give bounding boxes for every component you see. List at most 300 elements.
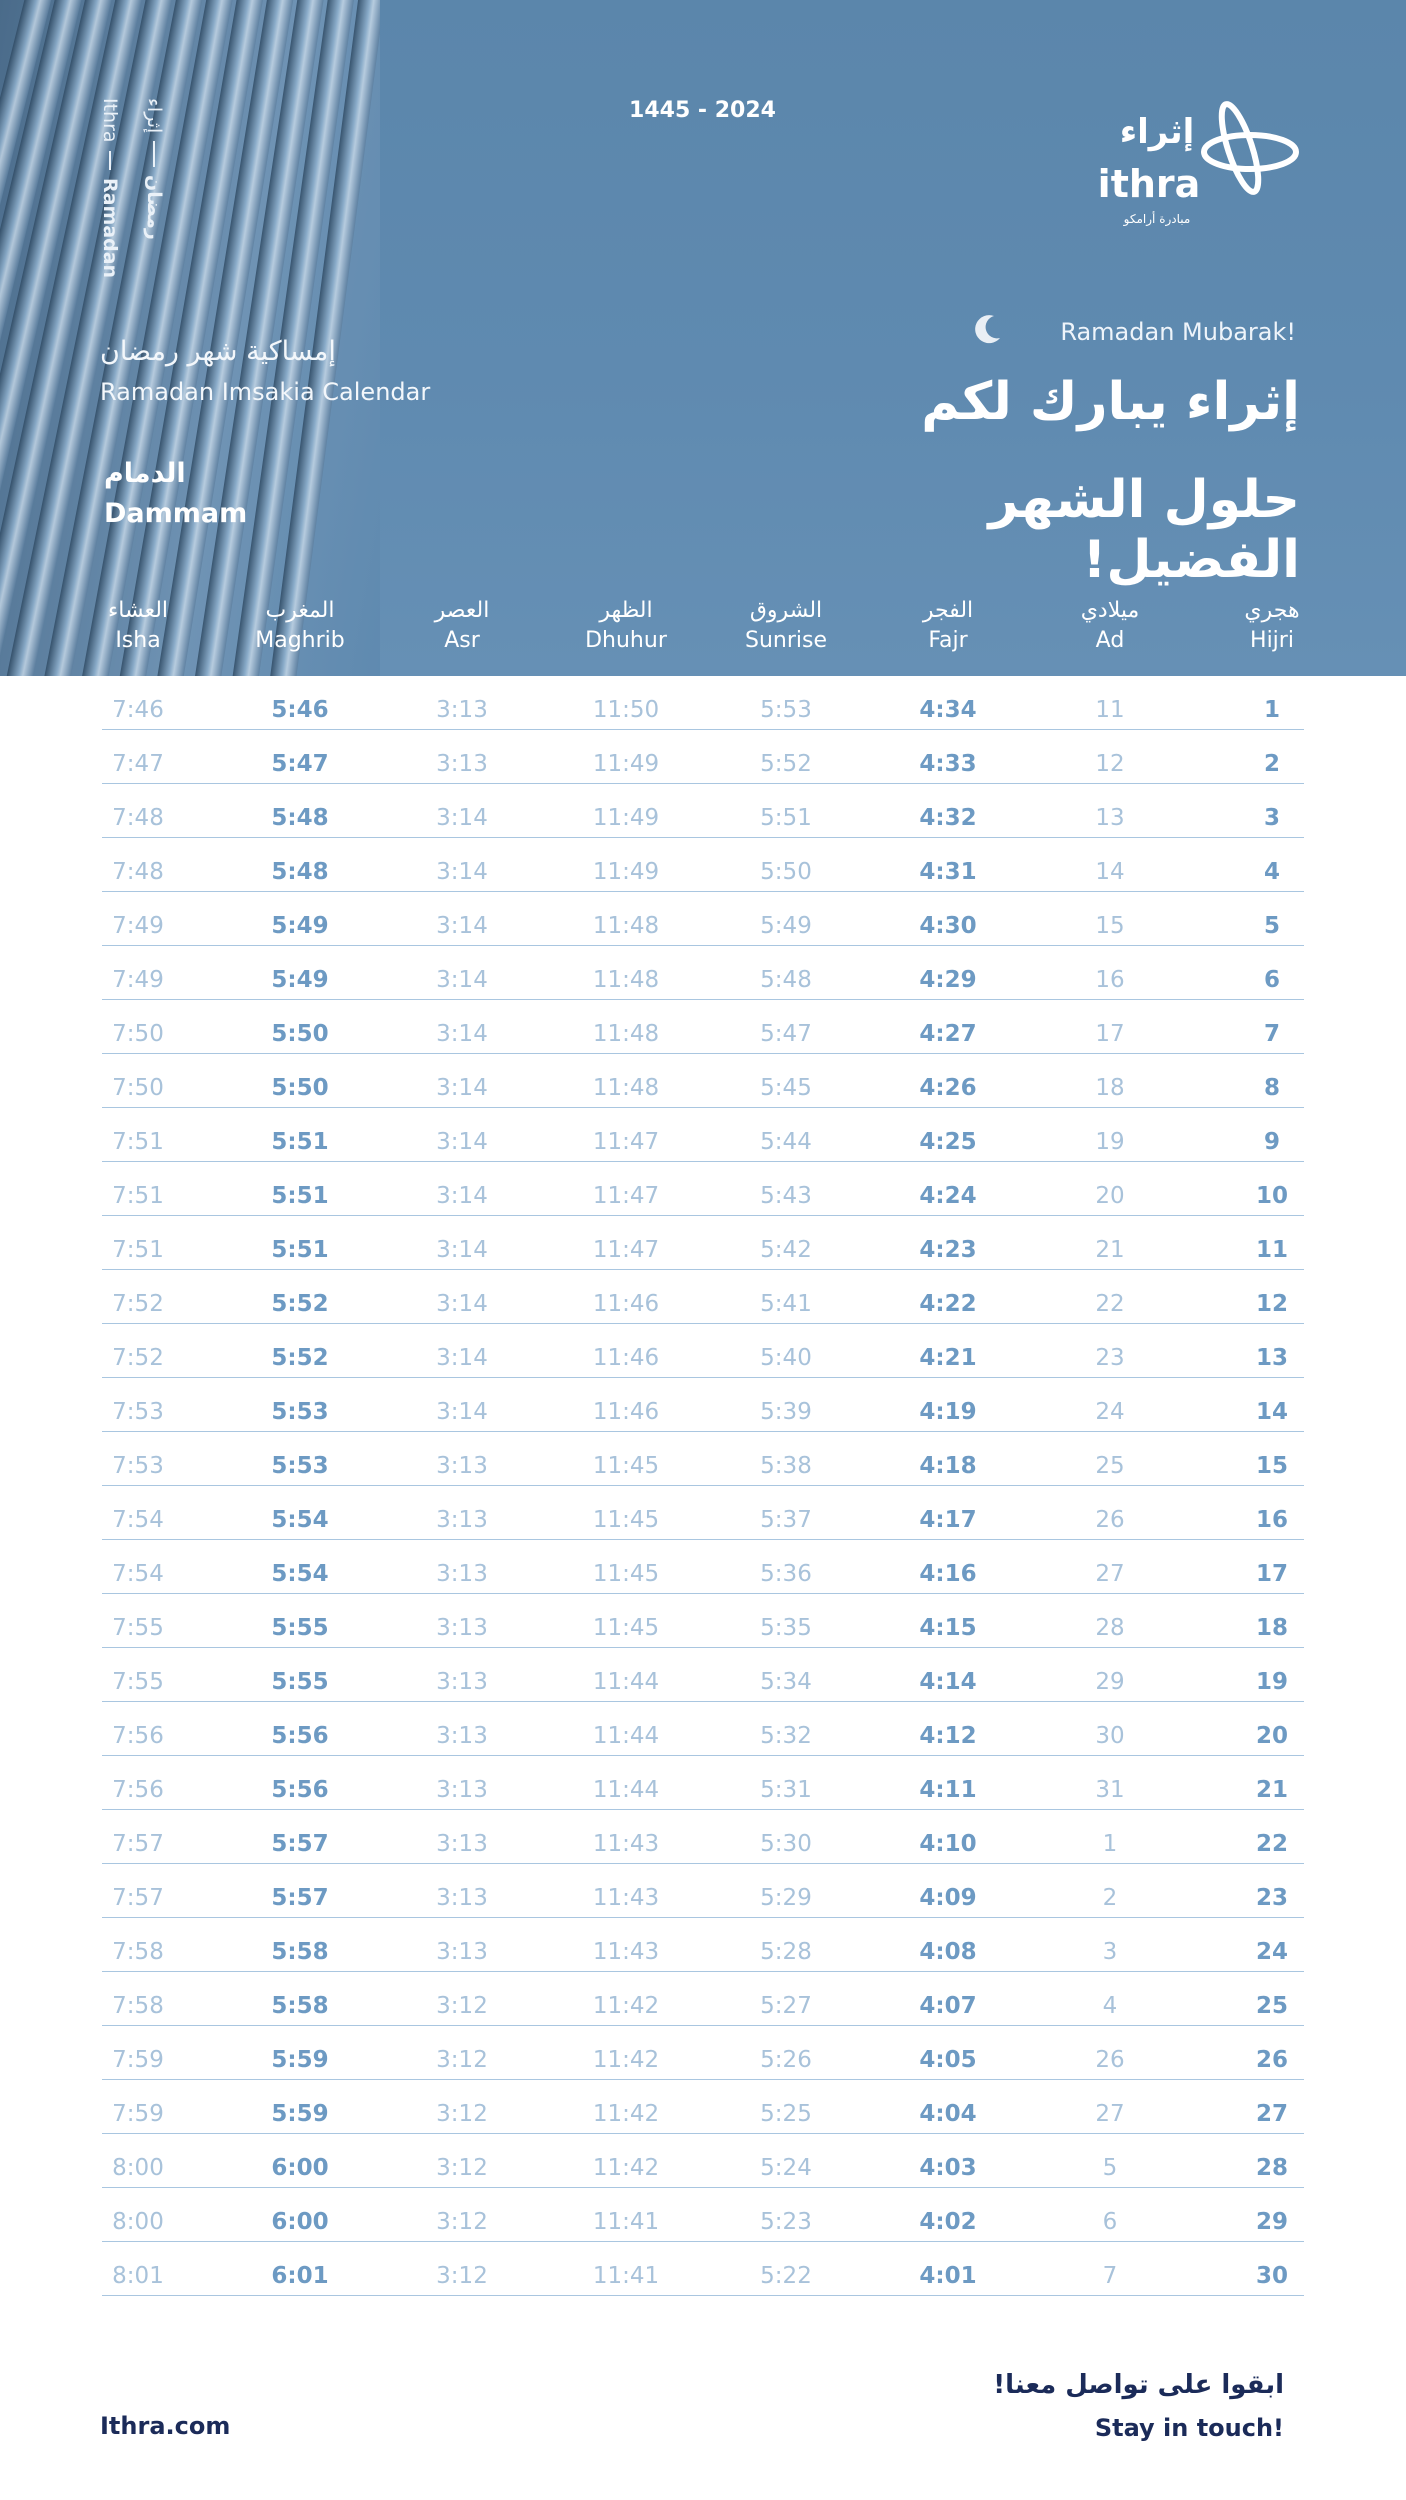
cell-ad: 31: [1095, 1777, 1125, 1803]
cell-dhuhur: 11:41: [592, 2209, 660, 2235]
cell-fajr: 4:01: [919, 2263, 977, 2289]
cell-sunrise: 5:25: [760, 2101, 812, 2127]
cell-maghrib: 5:53: [271, 1453, 329, 1479]
cell-fajr: 4:16: [919, 1561, 977, 1587]
cell-fajr: 4:12: [919, 1723, 977, 1749]
cell-dhuhur: 11:42: [592, 1993, 660, 2019]
cell-isha: 7:47: [112, 751, 164, 777]
cell-dhuhur: 11:43: [592, 1939, 660, 1965]
cell-hijri: 8: [1263, 1075, 1280, 1101]
cell-dhuhur: 11:43: [592, 1831, 660, 1857]
cell-dhuhur: 11:49: [592, 859, 660, 885]
cell-dhuhur: 11:45: [592, 1453, 660, 1479]
cell-fajr: 4:30: [919, 913, 977, 939]
column-header-arabic: الظهر: [599, 598, 653, 623]
cell-hijri: 6: [1263, 967, 1280, 993]
table-row: [102, 1540, 1304, 1594]
greeting-line-1: إثراء يبارك لكم: [921, 372, 1300, 432]
cell-hijri: 24: [1255, 1939, 1288, 1965]
cell-dhuhur: 11:43: [592, 1885, 660, 1911]
cell-maghrib: 5:55: [271, 1615, 329, 1641]
cell-isha: 7:57: [112, 1885, 164, 1911]
cell-ad: 15: [1095, 913, 1125, 939]
cell-fajr: 4:32: [919, 805, 977, 831]
table-row: [102, 1972, 1304, 2026]
cell-maghrib: 5:53: [271, 1399, 329, 1425]
cell-dhuhur: 11:44: [592, 1669, 660, 1695]
cell-sunrise: 5:41: [760, 1291, 812, 1317]
table-row: [102, 1270, 1304, 1324]
cell-ad: 17: [1095, 1021, 1125, 1047]
column-header-english: Isha: [115, 628, 161, 653]
cell-fajr: 4:25: [919, 1129, 977, 1155]
cell-hijri: 9: [1263, 1129, 1280, 1155]
cell-isha: 7:57: [112, 1831, 164, 1857]
column-header-arabic: المغرب: [265, 598, 335, 623]
cell-ad: 7: [1102, 2263, 1118, 2289]
cell-asr: 3:14: [436, 1399, 488, 1425]
cell-ad: 3: [1102, 1939, 1118, 1965]
cell-isha: 7:51: [112, 1183, 164, 1209]
stay-in-touch-arabic: ابقوا على تواصل معنا!: [993, 2370, 1284, 2400]
ithra-logo[interactable]: [1060, 92, 1310, 242]
cell-sunrise: 5:34: [760, 1669, 812, 1695]
cell-maghrib: 6:01: [271, 2263, 329, 2289]
cell-asr: 3:13: [436, 1885, 488, 1911]
column-header-fajr: [858, 596, 1038, 656]
cell-asr: 3:14: [436, 1075, 488, 1101]
vertical-brand-ar-1: إثراء: [143, 98, 165, 134]
cell-asr: 3:14: [436, 805, 488, 831]
cell-hijri: 3: [1263, 805, 1280, 831]
cell-hijri: 15: [1255, 1453, 1288, 1479]
table-row: [102, 2080, 1304, 2134]
cell-sunrise: 5:23: [760, 2209, 812, 2235]
table-row: [102, 1702, 1304, 1756]
cell-sunrise: 5:28: [760, 1939, 812, 1965]
cell-hijri: 12: [1255, 1291, 1288, 1317]
cell-isha: 7:54: [112, 1507, 164, 1533]
year-range: 1445 - 2024: [629, 98, 776, 123]
cell-sunrise: 5:30: [760, 1831, 812, 1857]
logo-subtitle: مبادرة أرامكو: [1123, 212, 1191, 226]
cell-maghrib: 5:52: [271, 1345, 329, 1371]
column-header-arabic: الفجر: [922, 598, 974, 623]
cell-fajr: 4:02: [919, 2209, 977, 2235]
cell-dhuhur: 11:49: [592, 751, 660, 777]
cell-asr: 3:14: [436, 1021, 488, 1047]
cell-dhuhur: 11:48: [592, 1021, 660, 1047]
vertical-brand-mark: [92, 98, 176, 278]
cell-asr: 3:14: [436, 1237, 488, 1263]
cell-fajr: 4:19: [919, 1399, 977, 1425]
cell-sunrise: 5:31: [760, 1777, 812, 1803]
header-banner: [0, 0, 1406, 676]
divider: [109, 151, 111, 170]
cell-isha: 7:54: [112, 1561, 164, 1587]
cell-sunrise: 5:48: [760, 967, 812, 993]
cell-dhuhur: 11:47: [592, 1129, 660, 1155]
column-header-ad: [1020, 596, 1200, 656]
cell-isha: 7:51: [112, 1237, 164, 1263]
table-row: [102, 1000, 1304, 1054]
cell-ad: 19: [1095, 1129, 1125, 1155]
cell-isha: 7:56: [112, 1777, 164, 1803]
cell-fajr: 4:29: [919, 967, 977, 993]
cell-sunrise: 5:49: [760, 913, 812, 939]
table-row: [102, 2188, 1304, 2242]
column-header-arabic: العصر: [434, 598, 490, 623]
cell-isha: 7:51: [112, 1129, 164, 1155]
cell-fajr: 4:07: [919, 1993, 977, 2019]
table-row: [102, 1216, 1304, 1270]
column-header-isha: [48, 596, 228, 656]
cell-ad: 24: [1095, 1399, 1125, 1425]
cell-isha: 7:49: [112, 913, 164, 939]
column-header-sunrise: [696, 596, 876, 656]
cell-maghrib: 5:51: [271, 1183, 329, 1209]
cell-sunrise: 5:37: [760, 1507, 812, 1533]
cell-ad: 18: [1095, 1075, 1125, 1101]
cell-sunrise: 5:51: [760, 805, 812, 831]
cell-asr: 3:12: [436, 2101, 488, 2127]
cell-hijri: 13: [1255, 1345, 1288, 1371]
cell-fajr: 4:17: [919, 1507, 977, 1533]
cell-ad: 13: [1095, 805, 1125, 831]
table-row: [102, 730, 1304, 784]
table-row: [102, 784, 1304, 838]
table-row: [102, 1432, 1304, 1486]
cell-fajr: 4:05: [919, 2047, 977, 2073]
vertical-brand-arabic: [140, 98, 168, 278]
cell-isha: 7:49: [112, 967, 164, 993]
cell-isha: 7:53: [112, 1399, 164, 1425]
cell-ad: 11: [1095, 697, 1125, 723]
cell-isha: 7:53: [112, 1453, 164, 1479]
cell-fajr: 4:09: [919, 1885, 977, 1911]
logo-english: ithra: [1097, 162, 1201, 206]
cell-dhuhur: 11:42: [592, 2047, 660, 2073]
column-header-arabic: ميلادي: [1080, 598, 1140, 623]
cell-ad: 22: [1095, 1291, 1125, 1317]
cell-isha: 7:59: [112, 2047, 164, 2073]
cell-fajr: 4:34: [919, 697, 977, 723]
cell-isha: 7:48: [112, 805, 164, 831]
cell-hijri: 27: [1255, 2101, 1288, 2127]
cell-hijri: 23: [1255, 1885, 1288, 1911]
cell-isha: 7:58: [112, 1993, 164, 2019]
cell-maghrib: 5:49: [271, 913, 329, 939]
cell-sunrise: 5:32: [760, 1723, 812, 1749]
cell-maghrib: 5:54: [271, 1561, 329, 1587]
cell-fajr: 4:03: [919, 2155, 977, 2181]
column-header-asr: [372, 596, 552, 656]
table-row: [102, 1756, 1304, 1810]
cell-asr: 3:12: [436, 2263, 488, 2289]
logo-arabic: إثراء: [1119, 112, 1195, 152]
cell-isha: 7:50: [112, 1075, 164, 1101]
cell-isha: 7:58: [112, 1939, 164, 1965]
cell-dhuhur: 11:41: [592, 2263, 660, 2289]
column-header-arabic: العشاء: [107, 598, 169, 623]
table-row: [102, 892, 1304, 946]
cell-asr: 3:14: [436, 1291, 488, 1317]
table-row: [102, 2134, 1304, 2188]
stay-in-touch-english: Stay in touch!: [1094, 2414, 1284, 2442]
cell-hijri: 7: [1263, 1021, 1280, 1047]
table-row: [102, 1162, 1304, 1216]
cell-dhuhur: 11:42: [592, 2155, 660, 2181]
cell-ad: 20: [1095, 1183, 1125, 1209]
cell-hijri: 28: [1255, 2155, 1288, 2181]
cell-hijri: 10: [1255, 1183, 1288, 1209]
cell-maghrib: 5:59: [271, 2047, 329, 2073]
table-row: [102, 1918, 1304, 1972]
cell-fajr: 4:15: [919, 1615, 977, 1641]
cell-isha: 8:01: [112, 2263, 164, 2289]
vertical-brand-en-1: Ithra: [99, 98, 121, 143]
cell-sunrise: 5:44: [760, 1129, 812, 1155]
cell-ad: 29: [1095, 1669, 1125, 1695]
cell-asr: 3:14: [436, 1183, 488, 1209]
table-row: [102, 838, 1304, 892]
cell-ad: 25: [1095, 1453, 1125, 1479]
table-row: [102, 1864, 1304, 1918]
cell-dhuhur: 11:46: [592, 1399, 660, 1425]
cell-asr: 3:14: [436, 967, 488, 993]
crescent-moon-icon: [968, 312, 1004, 348]
cell-maghrib: 5:57: [271, 1831, 329, 1857]
cell-asr: 3:13: [436, 1939, 488, 1965]
cell-dhuhur: 11:47: [592, 1183, 660, 1209]
cell-ad: 16: [1095, 967, 1125, 993]
cell-fajr: 4:27: [919, 1021, 977, 1047]
column-header-english: Ad: [1095, 628, 1125, 653]
table-row: [102, 1648, 1304, 1702]
cell-dhuhur: 11:44: [592, 1777, 660, 1803]
cell-fajr: 4:24: [919, 1183, 977, 1209]
cell-maghrib: 6:00: [271, 2155, 329, 2181]
cell-maghrib: 5:51: [271, 1237, 329, 1263]
cell-fajr: 4:08: [919, 1939, 977, 1965]
cell-hijri: 21: [1255, 1777, 1288, 1803]
cell-asr: 3:14: [436, 913, 488, 939]
cell-ad: 12: [1095, 751, 1125, 777]
cell-sunrise: 5:35: [760, 1615, 812, 1641]
cell-hijri: 16: [1255, 1507, 1288, 1533]
cell-sunrise: 5:43: [760, 1183, 812, 1209]
city-arabic: الدمام: [104, 458, 186, 489]
cell-asr: 3:13: [436, 1615, 488, 1641]
greeting-line-2: حلول الشهر الفضيل!: [988, 470, 1300, 590]
cell-sunrise: 5:52: [760, 751, 812, 777]
cell-dhuhur: 11:47: [592, 1237, 660, 1263]
cell-isha: 7:52: [112, 1291, 164, 1317]
column-header-english: Sunrise: [744, 628, 827, 653]
cell-ad: 27: [1095, 2101, 1125, 2127]
cell-hijri: 14: [1255, 1399, 1288, 1425]
cell-hijri: 4: [1263, 859, 1280, 885]
prayer-times-table: [102, 676, 1304, 2296]
city-english: Dammam: [104, 498, 248, 529]
cell-sunrise: 5:40: [760, 1345, 812, 1371]
cell-dhuhur: 11:50: [592, 697, 660, 723]
cell-sunrise: 5:42: [760, 1237, 812, 1263]
cell-asr: 3:13: [436, 1669, 488, 1695]
cell-maghrib: 5:47: [271, 751, 329, 777]
cell-maghrib: 5:50: [271, 1021, 329, 1047]
cell-sunrise: 5:26: [760, 2047, 812, 2073]
cell-fajr: 4:11: [919, 1777, 977, 1803]
cell-sunrise: 5:39: [760, 1399, 812, 1425]
cell-isha: 8:00: [112, 2155, 164, 2181]
column-header-english: Fajr: [928, 628, 968, 653]
cell-ad: 28: [1095, 1615, 1125, 1641]
column-header-hijri: [1182, 596, 1362, 656]
cell-fajr: 4:18: [919, 1453, 977, 1479]
cell-hijri: 17: [1255, 1561, 1288, 1587]
cell-isha: 7:48: [112, 859, 164, 885]
cell-maghrib: 5:58: [271, 1939, 329, 1965]
cell-asr: 3:13: [436, 697, 488, 723]
cell-maghrib: 5:50: [271, 1075, 329, 1101]
cell-fajr: 4:14: [919, 1669, 977, 1695]
cell-asr: 3:13: [436, 751, 488, 777]
cell-ad: 4: [1102, 1993, 1118, 2019]
column-header-arabic: هجري: [1244, 598, 1300, 623]
cell-ad: 2: [1102, 1885, 1118, 1911]
cell-maghrib: 5:55: [271, 1669, 329, 1695]
cell-maghrib: 5:59: [271, 2101, 329, 2127]
column-header-english: Hijri: [1250, 628, 1294, 653]
cell-maghrib: 5:58: [271, 1993, 329, 2019]
cell-hijri: 11: [1255, 1237, 1288, 1263]
cell-ad: 30: [1095, 1723, 1125, 1749]
cell-dhuhur: 11:44: [592, 1723, 660, 1749]
website-link[interactable]: Ithra.com: [100, 2412, 231, 2440]
cell-maghrib: 5:52: [271, 1291, 329, 1317]
divider: [153, 141, 155, 167]
cell-dhuhur: 11:48: [592, 967, 660, 993]
ithra-symbol-icon: [1200, 92, 1300, 212]
cell-isha: 7:55: [112, 1615, 164, 1641]
cell-maghrib: 5:57: [271, 1885, 329, 1911]
cell-asr: 3:12: [436, 1993, 488, 2019]
cell-sunrise: 5:47: [760, 1021, 812, 1047]
cell-fajr: 4:04: [919, 2101, 977, 2127]
cell-hijri: 25: [1255, 1993, 1288, 2019]
cell-maghrib: 5:56: [271, 1777, 329, 1803]
cell-fajr: 4:22: [919, 1291, 977, 1317]
cell-hijri: 20: [1255, 1723, 1288, 1749]
cell-dhuhur: 11:48: [592, 1075, 660, 1101]
cell-ad: 5: [1102, 2155, 1118, 2181]
table-row: [102, 946, 1304, 1000]
cell-dhuhur: 11:45: [592, 1507, 660, 1533]
vertical-brand-english: [96, 98, 124, 278]
cell-isha: 7:56: [112, 1723, 164, 1749]
cell-sunrise: 5:50: [760, 859, 812, 885]
cell-fajr: 4:10: [919, 1831, 977, 1857]
cell-hijri: 19: [1255, 1669, 1288, 1695]
cell-isha: 7:55: [112, 1669, 164, 1695]
cell-maghrib: 5:56: [271, 1723, 329, 1749]
cell-asr: 3:14: [436, 1129, 488, 1155]
cell-sunrise: 5:36: [760, 1561, 812, 1587]
cell-ad: 1: [1102, 1831, 1118, 1857]
cell-isha: 7:46: [112, 697, 164, 723]
cell-sunrise: 5:29: [760, 1885, 812, 1911]
cell-sunrise: 5:22: [760, 2263, 812, 2289]
cell-sunrise: 5:45: [760, 1075, 812, 1101]
cell-ad: 27: [1095, 1561, 1125, 1587]
cell-dhuhur: 11:49: [592, 805, 660, 831]
cell-isha: 7:52: [112, 1345, 164, 1371]
cell-asr: 3:13: [436, 1831, 488, 1857]
column-header-english: Asr: [444, 628, 480, 653]
cell-dhuhur: 11:48: [592, 913, 660, 939]
cell-hijri: 2: [1263, 751, 1280, 777]
cell-asr: 3:13: [436, 1561, 488, 1587]
cell-asr: 3:13: [436, 1453, 488, 1479]
cell-asr: 3:13: [436, 1777, 488, 1803]
cell-hijri: 30: [1255, 2263, 1288, 2289]
imsakia-title-arabic: إمساكية شهر رمضان: [100, 336, 336, 367]
cell-fajr: 4:21: [919, 1345, 977, 1371]
cell-dhuhur: 11:46: [592, 1291, 660, 1317]
cell-isha: 7:50: [112, 1021, 164, 1047]
cell-hijri: 29: [1255, 2209, 1288, 2235]
cell-sunrise: 5:38: [760, 1453, 812, 1479]
table-row: [102, 1324, 1304, 1378]
column-header-english: Dhuhur: [585, 628, 667, 653]
table-row: [102, 1486, 1304, 1540]
cell-fajr: 4:26: [919, 1075, 977, 1101]
column-header-english: Maghrib: [255, 628, 345, 653]
cell-asr: 3:13: [436, 1723, 488, 1749]
cell-asr: 3:13: [436, 1507, 488, 1533]
cell-maghrib: 5:48: [271, 859, 329, 885]
cell-maghrib: 6:00: [271, 2209, 329, 2235]
cell-maghrib: 5:46: [271, 697, 329, 723]
cell-dhuhur: 11:45: [592, 1615, 660, 1641]
table-row: [102, 1054, 1304, 1108]
table-row: [102, 676, 1304, 730]
cell-ad: 14: [1095, 859, 1125, 885]
cell-ad: 26: [1095, 2047, 1125, 2073]
cell-hijri: 1: [1263, 697, 1280, 723]
cell-fajr: 4:31: [919, 859, 977, 885]
table-row: [102, 1594, 1304, 1648]
table-row: [102, 2242, 1304, 2296]
cell-sunrise: 5:53: [760, 697, 812, 723]
cell-asr: 3:14: [436, 1345, 488, 1371]
cell-hijri: 18: [1255, 1615, 1288, 1641]
table-row: [102, 1810, 1304, 1864]
imsakia-title-english: Ramadan Imsakia Calendar: [100, 378, 431, 406]
cell-ad: 23: [1095, 1345, 1125, 1371]
cell-maghrib: 5:49: [271, 967, 329, 993]
cell-maghrib: 5:48: [271, 805, 329, 831]
cell-asr: 3:12: [436, 2047, 488, 2073]
table-row: [102, 1378, 1304, 1432]
cell-asr: 3:12: [436, 2155, 488, 2181]
cell-fajr: 4:23: [919, 1237, 977, 1263]
cell-ad: 21: [1095, 1237, 1125, 1263]
ramadan-mubarak-text: Ramadan Mubarak!: [1060, 318, 1296, 346]
cell-asr: 3:14: [436, 859, 488, 885]
cell-maghrib: 5:51: [271, 1129, 329, 1155]
